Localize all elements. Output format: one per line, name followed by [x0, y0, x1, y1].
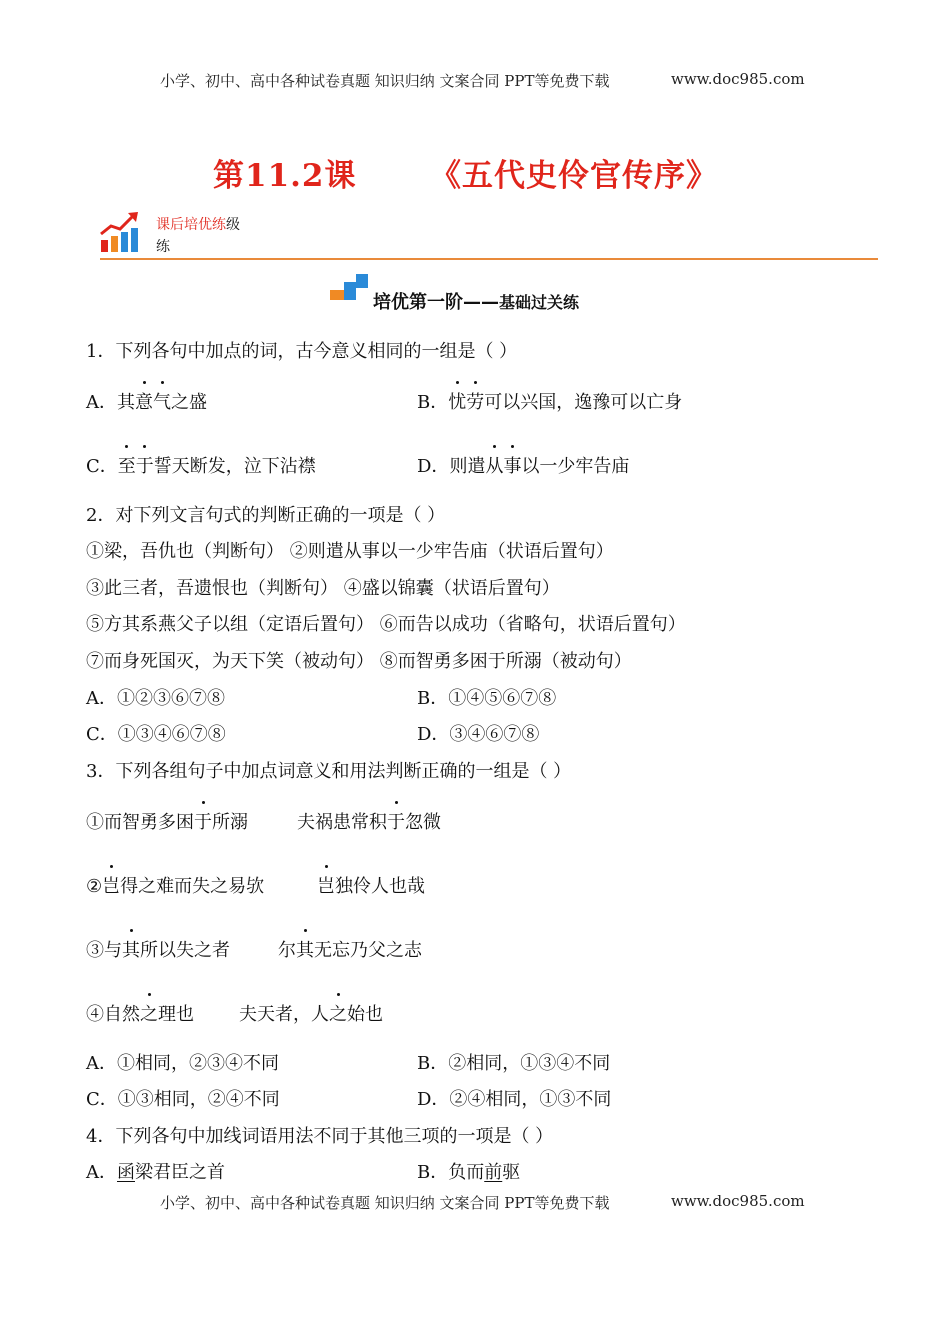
- q3-row4-a: [86, 1000, 194, 1026]
- sentence-text: 无忘乃父之志: [314, 940, 422, 961]
- q3-option-a[interactable]: A．①相同，②③④不同: [86, 1053, 279, 1074]
- header-text: 小学、初中、高中各种试卷真题 知识归纳 文案合同 PPT等免费下载: [160, 72, 610, 90]
- q1-option-c[interactable]: [86, 452, 316, 478]
- sentence-text: 独伶人也哉: [335, 876, 425, 897]
- q2-option-a[interactable]: A．①②③⑥⑦⑧: [86, 688, 225, 709]
- sentence-text: 尔: [278, 940, 296, 961]
- steps-icon: [328, 274, 370, 302]
- q1-option-a[interactable]: [86, 388, 207, 414]
- option-label: C．: [86, 456, 118, 477]
- dotted-char: 于: [194, 808, 212, 834]
- q2-item: ①梁，吾仇也（判断句） ②则遣从事以一少牢告庙（状语后置句）: [86, 541, 614, 562]
- dotted-char: 事: [503, 452, 521, 478]
- dotted-char: 于: [136, 452, 154, 478]
- dotted-char: 意: [135, 388, 153, 414]
- dotted-char: 气: [153, 388, 171, 414]
- q1-option-d[interactable]: [417, 452, 629, 478]
- q4-stem: 4．下列各句中加线词语用法不同于其他三项的一项是（ ）: [86, 1126, 554, 1147]
- q3-row1-a: [86, 808, 248, 834]
- badge-black-text: 级: [226, 217, 240, 233]
- underlined-char: 函: [117, 1162, 135, 1183]
- q3-row2-b: [317, 872, 425, 898]
- footer-url[interactable]: www.doc985.com: [671, 1192, 805, 1210]
- orange-divider: [100, 258, 878, 260]
- option-text: 驱: [502, 1162, 521, 1183]
- option-text: 负而: [448, 1162, 485, 1183]
- option-label: A．: [86, 1162, 117, 1183]
- dotted-char: 其: [122, 936, 140, 962]
- dotted-char: 劳: [466, 388, 484, 414]
- sentence-text: 理也: [158, 1004, 194, 1025]
- sentence-text: 忽微: [405, 812, 441, 833]
- lesson-number: 第11.2课: [213, 158, 357, 194]
- q3-row4-b: [239, 1000, 383, 1026]
- dotted-char: 之: [140, 1000, 158, 1026]
- q4-option-a[interactable]: [86, 1158, 225, 1184]
- sentence-text: ①而智勇多困: [86, 812, 194, 833]
- q1-stem: 1．下列各句中加点的词，古今意义相同的一组是（ ）: [86, 341, 518, 362]
- option-label: A．: [86, 392, 117, 413]
- q2-item: ③此三者，吾遗恨也（判断句） ④盛以锦囊（状语后置句）: [86, 578, 560, 599]
- option-label: B．: [417, 392, 449, 413]
- header-url[interactable]: www.doc985.com: [671, 70, 805, 88]
- sentence-text: 得之难而失之易欤: [120, 876, 265, 897]
- sentence-text: 所以失之者: [140, 940, 230, 961]
- sentence-text: 夫祸患常积: [297, 812, 387, 833]
- page-title: 《五代史伶官传序》: [430, 158, 718, 194]
- q2-option-c[interactable]: C．①③④⑥⑦⑧: [86, 724, 226, 745]
- dotted-char: 忧: [448, 388, 466, 414]
- sentence-text: ④自然: [86, 1004, 140, 1025]
- dotted-char: 其: [296, 936, 314, 962]
- option-text: 梁君臣之首: [135, 1162, 225, 1183]
- option-text: 之盛: [171, 392, 207, 413]
- section-title-main: 培优第一阶——: [373, 292, 499, 313]
- option-text: 以一少牢告庙: [521, 456, 630, 477]
- q3-row2-a: [86, 872, 264, 898]
- q3-row3-a: [86, 936, 230, 962]
- q4-option-b[interactable]: [417, 1158, 520, 1184]
- sentence-text: 所溺: [212, 812, 248, 833]
- option-label: B．: [417, 1162, 449, 1183]
- badge-line1: [156, 214, 240, 234]
- option-label: D．: [417, 456, 450, 477]
- dotted-char: 岂: [102, 872, 120, 898]
- badge-line2: 练: [156, 239, 170, 255]
- q1-option-b[interactable]: [417, 388, 682, 414]
- badge-red-text: 课后培优练: [156, 217, 226, 233]
- dotted-char: 岂: [317, 872, 335, 898]
- option-text: 其: [117, 392, 135, 413]
- dotted-char: 从: [485, 452, 503, 478]
- dotted-char: 之: [329, 1000, 347, 1026]
- q3-row1-b: [297, 808, 441, 834]
- sentence-text: 夫天者，人: [239, 1004, 329, 1025]
- growth-chart-icon: [98, 210, 142, 254]
- option-text: 则遣: [449, 456, 486, 477]
- q2-option-d[interactable]: D．③④⑥⑦⑧: [417, 724, 540, 745]
- q3-row3-b: [278, 936, 422, 962]
- section-title-sub: 基础过关练: [499, 293, 580, 312]
- q3-option-b[interactable]: B．②相同，①③④不同: [417, 1053, 611, 1074]
- underlined-char: 前: [484, 1162, 503, 1183]
- dotted-char: 至: [118, 452, 136, 478]
- section-title: [373, 288, 579, 314]
- footer-text: 小学、初中、高中各种试卷真题 知识归纳 文案合同 PPT等免费下载: [160, 1194, 610, 1212]
- option-text: 誓天断发，泣下沾襟: [153, 456, 316, 477]
- q2-item: ⑦而身死国灭，为天下笑（被动句） ⑧而智勇多困于所溺（被动句）: [86, 651, 632, 672]
- q2-option-b[interactable]: B．①④⑤⑥⑦⑧: [417, 688, 557, 709]
- q2-stem: 2．对下列文言句式的判断正确的一项是（ ）: [86, 505, 446, 526]
- sentence-text: ③与: [86, 940, 122, 961]
- q3-option-d[interactable]: D．②④相同，①③不同: [417, 1089, 612, 1110]
- q3-stem: 3．下列各组句子中加点词意义和用法判断正确的一组是（ ）: [86, 761, 572, 782]
- dotted-char: 于: [387, 808, 405, 834]
- q3-option-c[interactable]: C．①③相同，②④不同: [86, 1089, 280, 1110]
- q2-item: ⑤方其系燕父子以组（定语后置句） ⑥而告以成功（省略句，状语后置句）: [86, 614, 686, 635]
- option-text: 可以兴国，逸豫可以亡身: [484, 392, 683, 413]
- sentence-text: ②: [86, 876, 103, 897]
- sentence-text: 始也: [347, 1004, 383, 1025]
